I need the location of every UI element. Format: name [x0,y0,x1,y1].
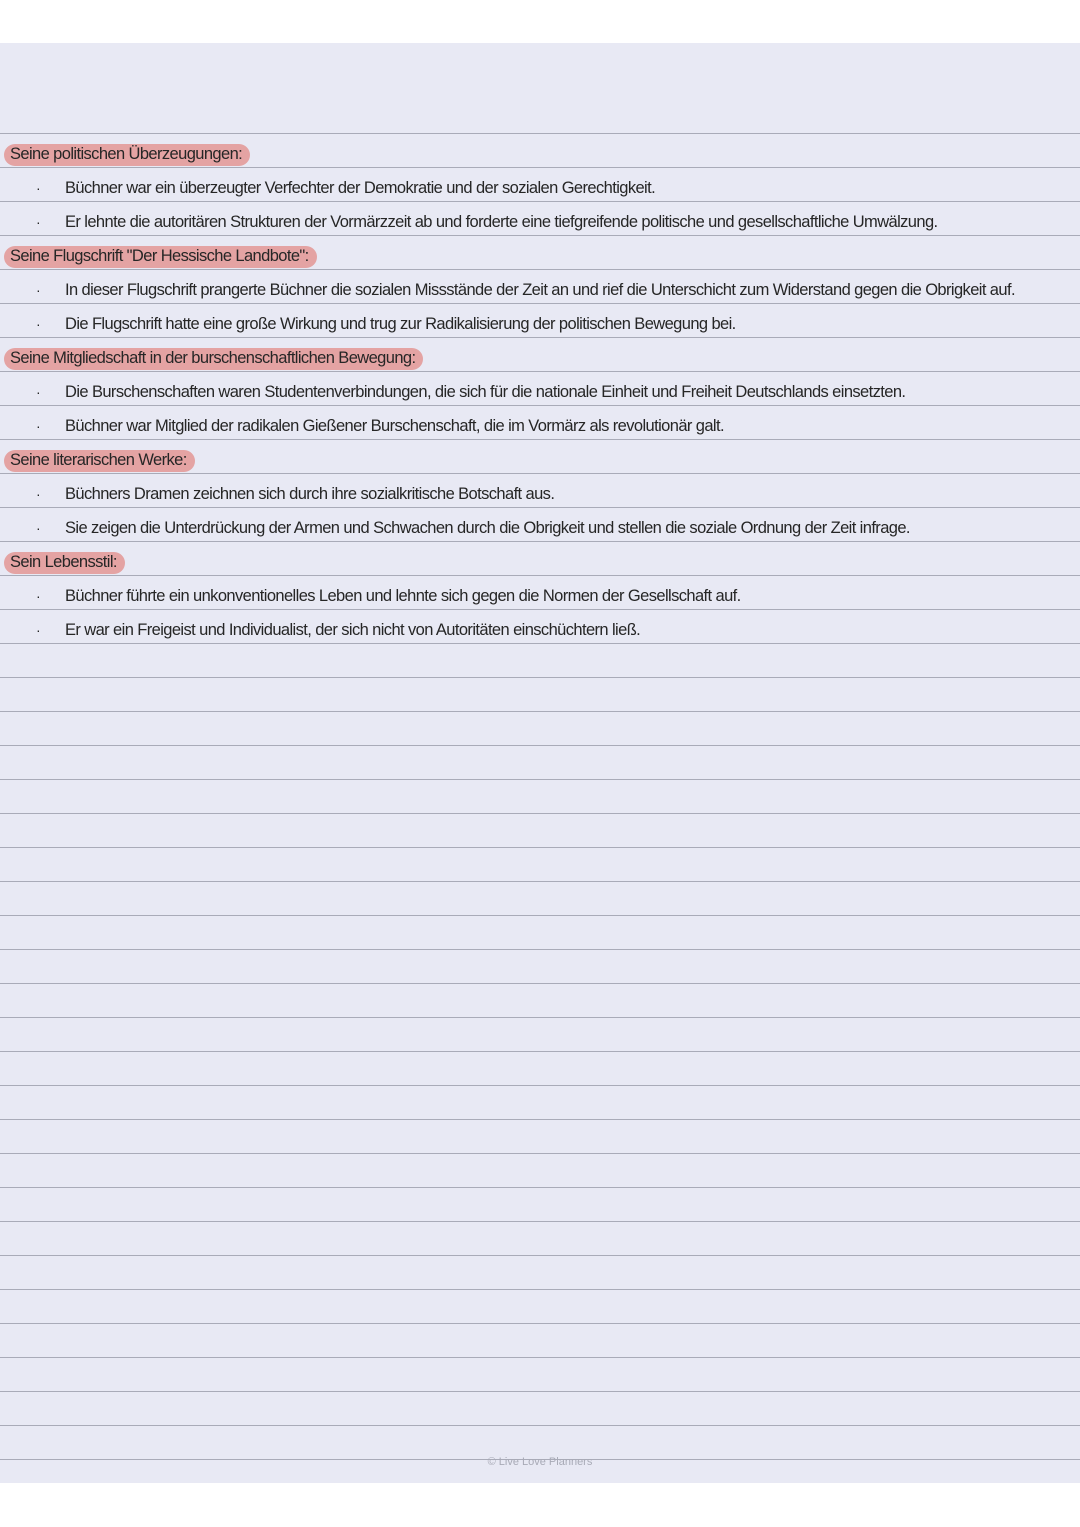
ruled-line [0,881,1080,882]
ruled-line [0,507,1080,508]
bullet-dot-icon: · [36,588,41,604]
ruled-line [0,235,1080,236]
bullet-text: Sie zeigen die Unterdrückung der Armen und Schwachen durch die Obrigkeit und stellen die soziale Ordnung der Zeit infrage. [65,519,910,537]
bullet-text: Büchner war Mitglied der radikalen Gießener Burschenschaft, die im Vormärz als revolutionär galt. [65,417,724,435]
ruled-line [0,133,1080,134]
ruled-line [0,745,1080,746]
ruled-line [0,1323,1080,1324]
bullet-text: Die Burschenschaften waren Studentenverbindungen, die sich für die nationale Einheit und Freiheit Deutschlands einsetzten. [65,383,906,401]
bullet-dot-icon: · [36,486,41,502]
ruled-line [0,915,1080,916]
ruled-line [0,643,1080,644]
bullet-dot-icon: · [36,316,41,332]
bullet-text: Er war ein Freigeist und Individualist, der sich nicht von Autoritäten einschüchtern ließ. [65,621,641,639]
bullet-item [0,408,1080,438]
ruled-line [0,1391,1080,1392]
ruled-line [0,371,1080,372]
ruled-line [0,1425,1080,1426]
bullet-dot-icon: · [36,282,41,298]
section-heading [0,340,1080,370]
bullet-item [0,578,1080,608]
ruled-line [0,1085,1080,1086]
ruled-line [0,711,1080,712]
ruled-line [0,1289,1080,1290]
section-heading [0,544,1080,574]
highlighted-heading-text: Seine literarischen Werke: [4,450,195,472]
highlighted-heading-text: Seine Flugschrift "Der Hessische Landbote": [4,246,317,268]
bullet-text: Büchners Dramen zeichnen sich durch ihre sozialkritische Botschaft aus. [65,485,555,503]
ruled-line [0,1119,1080,1120]
ruled-line [0,1187,1080,1188]
ruled-line [0,1255,1080,1256]
ruled-line [0,847,1080,848]
bullet-dot-icon: · [36,418,41,434]
ruled-line [0,541,1080,542]
bullet-item [0,170,1080,200]
bullet-item [0,306,1080,336]
ruled-line [0,949,1080,950]
bullet-dot-icon: · [36,520,41,536]
bullet-text: Büchner war ein überzeugter Verfechter der Demokratie und der sozialen Gerechtigkeit. [65,179,656,197]
ruled-line [0,1153,1080,1154]
highlighted-heading-text: Seine politischen Überzeugungen: [4,144,250,166]
ruled-line [0,983,1080,984]
ruled-line [0,609,1080,610]
bullet-item [0,272,1080,302]
bullet-dot-icon: · [36,622,41,638]
section-heading [0,238,1080,268]
bullet-item [0,476,1080,506]
bullet-text: Büchner führte ein unkonventionelles Leben und lehnte sich gegen die Normen der Gesellschaft auf. [65,587,741,605]
ruled-line [0,1221,1080,1222]
ruled-line [0,779,1080,780]
bullet-item [0,510,1080,540]
ruled-line [0,269,1080,270]
section-heading [0,136,1080,166]
ruled-line [0,303,1080,304]
ruled-line [0,439,1080,440]
bullet-text: In dieser Flugschrift prangerte Büchner die sozialen Missstände der Zeit an und rief die Unterschicht zum Widerstand gegen die Obrigkeit auf. [65,281,1015,299]
ruled-line [0,405,1080,406]
ruled-line [0,575,1080,576]
ruled-line [0,1357,1080,1358]
highlighted-heading-text: Sein Lebensstil: [4,552,125,574]
section-heading [0,442,1080,472]
bullet-item [0,204,1080,234]
ruled-line [0,201,1080,202]
ruled-line [0,813,1080,814]
bullet-dot-icon: · [36,180,41,196]
ruled-line [0,677,1080,678]
ruled-line [0,337,1080,338]
ruled-line [0,1017,1080,1018]
bullet-text: Er lehnte die autoritären Strukturen der Vormärzzeit ab und forderte eine tiefgreifende politische und gesellschaftliche Umwälzung. [65,213,938,231]
bullet-item [0,374,1080,404]
bullet-dot-icon: · [36,384,41,400]
bullet-text: Die Flugschrift hatte eine große Wirkung und trug zur Radikalisierung der politischen Bewegung bei. [65,315,736,333]
bullet-item [0,612,1080,642]
highlighted-heading-text: Seine Mitgliedschaft in der burschenschaftlichen Bewegung: [4,348,423,370]
ruled-line [0,473,1080,474]
bullet-dot-icon: · [36,214,41,230]
copyright-footer: © Live Love Planners [487,1456,593,1468]
ruled-line [0,167,1080,168]
ruled-line [0,1051,1080,1052]
